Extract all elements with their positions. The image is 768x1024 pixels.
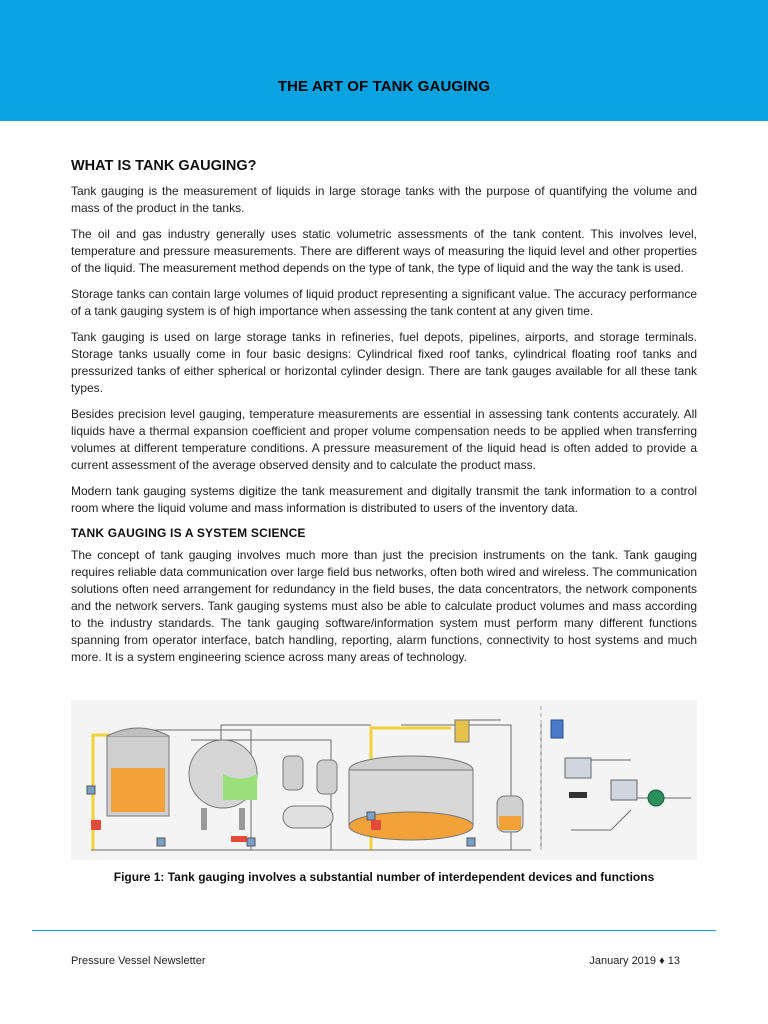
article-body xyxy=(71,158,697,675)
horizontal-tank-icon xyxy=(283,806,333,828)
paragraph: Tank gauging is the measurement of liquids in large storage tanks with the purpose of quantifying the volume and mass of the product in the tanks. xyxy=(71,184,697,215)
globe-icon xyxy=(648,790,664,806)
figure-caption: Figure 1: Tank gauging involves a substantial number of interdependent devices and functions xyxy=(113,870,655,884)
paragraph: Modern tank gauging systems digitize the tank measurement and digitally transmit the tank information to a control room where the liquid volume and mass information is distributed to users of the inventory data. xyxy=(71,484,697,515)
reactor-vessel-icon xyxy=(497,796,523,832)
section-heading: WHAT IS TANK GAUGING? xyxy=(71,158,257,174)
tank-gauging-diagram xyxy=(71,700,697,860)
page-title: THE ART OF TANK GAUGING xyxy=(277,78,491,95)
subsection-heading: TANK GAUGING IS A SYSTEM SCIENCE xyxy=(71,526,306,540)
fixed-roof-tank-icon xyxy=(107,728,169,816)
footer-divider xyxy=(32,930,716,931)
footer-date-page: January 2019 ♦ 13 xyxy=(589,955,680,967)
paragraph: Besides precision level gauging, temperature measurements are essential in assessing tank contents accurately. All liquids have a thermal expansion coefficient and proper volume compensation needs to be applied when transferring volumes at different temperature conditions. A pressure measurement of the liquid head is often added to provide a current assessment of the average observed density and to calculate the product mass. xyxy=(71,407,697,472)
paragraph: The oil and gas industry generally uses static volumetric assessments of the tank content. This involves level, temperature and pressure measurements. There are different ways of measuring the liquid level and other properties of the liquid. The measurement method depends on the type of tank, the type of liquid and the way the tank is used. xyxy=(71,227,697,275)
field-communication-unit-icon xyxy=(551,720,563,738)
network-switch-icon xyxy=(569,792,587,798)
paragraph: The concept of tank gauging involves much more than just the precision instruments on the tank. Tank gauging requires reliable data communication over large field bus networks, often both wired and wireless. The communication solutions often need arrangement for redundancy in the field buses, the data concentrators, the network components and the network servers. Tank gauging systems must also be able to calculate product volumes and mass according to the industry standards. The tank gauging software/information system must perform many different functions spanning from operator interface, batch handling, reporting, alarm functions, connectivity to host systems and much more. It is a system engineering science across many areas of technology. xyxy=(71,548,697,664)
header-banner xyxy=(0,0,768,121)
paragraph: Tank gauging is used on large storage tanks in refineries, fuel depots, pipelines, airports, and storage terminals. Storage tanks usually come in four basic designs: Cylindrical fixed roof tanks, cylindrical floating roof tanks and pressurized tanks of either spherical or horizontal cylinder design. There are tank gauges available for all these tank types. xyxy=(71,330,697,395)
footer-publication: Pressure Vessel Newsletter xyxy=(71,955,206,967)
paragraph: Storage tanks can contain large volumes of liquid product representing a significant value. The accuracy performance of a tank gauging system is of high importance when assessing the tank content at any given time. xyxy=(71,287,697,318)
